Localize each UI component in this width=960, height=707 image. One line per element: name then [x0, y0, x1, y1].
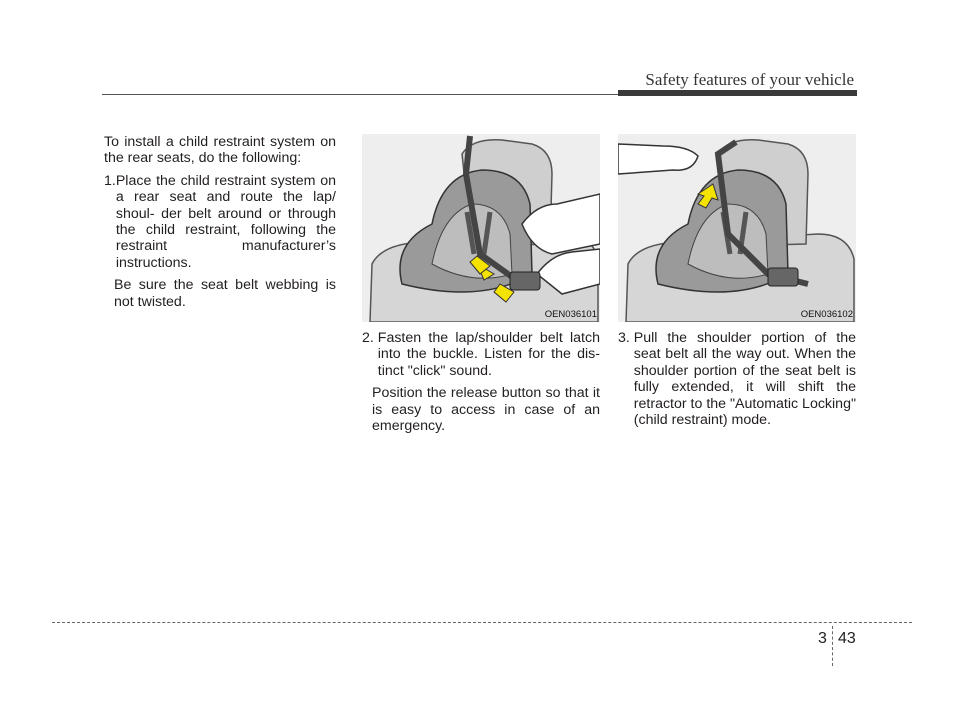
car-seat-pull-illustration [618, 134, 856, 322]
header-rule-thin [102, 94, 618, 95]
header-title: Safety features of your vehicle [645, 70, 854, 89]
column-2 [362, 330, 600, 434]
step-2-note: Position the release button so that it is easy to access in case of an emergency. [372, 385, 600, 435]
step-3-number: 3. [618, 330, 634, 346]
figure-fasten-buckle [362, 134, 600, 322]
step-2-number: 2. [362, 330, 378, 346]
step-3 [618, 330, 856, 428]
intro-text: To install a child restraint system on the rear seats, do the following: [104, 134, 336, 167]
figure-code: OEN036102 [800, 309, 853, 320]
footer-rule [52, 622, 912, 623]
chapter-number: 3 [818, 630, 827, 647]
figure-code: OEN036101 [544, 309, 597, 320]
header-rule-thick [618, 90, 857, 96]
step-2 [362, 330, 600, 379]
step-1-text: Place the child restraint system on a rear seat and route the lap/ shoul- der belt around or through the child restraint, following the restraint manufacturer’s instructions. [115, 172, 336, 271]
page-number: 43 [838, 630, 856, 647]
step-1 [104, 173, 336, 271]
page-number-separator [832, 626, 833, 666]
step-1-number: 1. [104, 172, 116, 189]
figure-pull-belt [618, 134, 856, 322]
column-3 [618, 330, 856, 428]
step-3-text: Pull the shoulder portion of the seat belt all the way out. When the shoulder portion of the seat belt is fully extended, it will shift the retractor to the "Automatic Locking" (child restraint) mode. [633, 330, 856, 429]
step-1-note: Be sure the seat belt webbing is not twisted. [114, 277, 336, 310]
column-1 [104, 134, 336, 310]
step-2-text: Fasten the lap/shoulder belt latch into the buckle. Listen for the dis- tinct "click" sound. [377, 330, 600, 379]
car-seat-buckle-illustration [362, 134, 600, 322]
